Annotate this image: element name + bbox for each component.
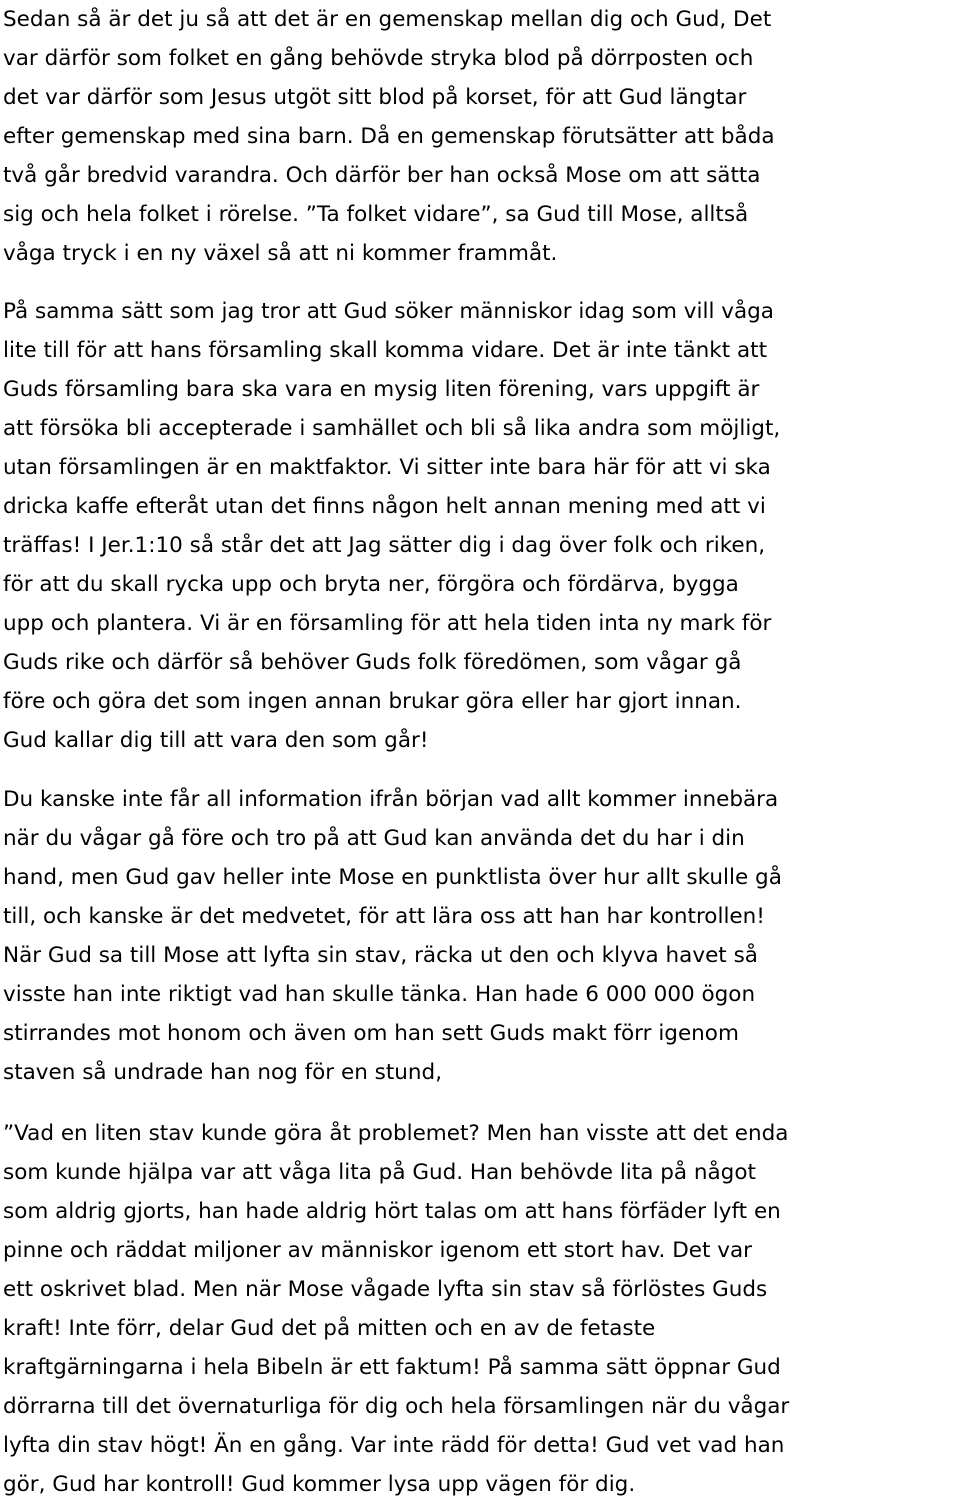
text-line: som aldrig gjorts, han hade aldrig hört talas om att hans förfäder lyft en xyxy=(3,1199,781,1224)
paragraph xyxy=(3,780,782,1092)
text-line: ”Vad en liten stav kunde göra åt problemet? Men han visste att det enda xyxy=(3,1121,789,1146)
text-line: Du kanske inte får all information ifrån början vad allt kommer innebära xyxy=(3,787,779,812)
text-line: lite till för att hans församling skall komma vidare. Det är inte tänkt att xyxy=(3,338,768,363)
text-line: Guds församling bara ska vara en mysig liten förening, vars uppgift är xyxy=(3,377,760,402)
text-line: hand, men Gud gav heller inte Mose en punktlista över hur allt skulle gå xyxy=(3,865,782,890)
text-line: gör, Gud har kontroll! Gud kommer lysa upp vägen för dig. xyxy=(3,1472,636,1497)
text-line: kraft! Inte förr, delar Gud det på mitten och en av de fetaste xyxy=(3,1316,656,1341)
text-line: sig och hela folket i rörelse. ”Ta folket vidare”, sa Gud till Mose, alltså xyxy=(3,202,749,227)
text-line: upp och plantera. Vi är en församling för att hela tiden inta ny mark för xyxy=(3,611,772,636)
text-line: två går bredvid varandra. Och därför ber han också Mose om att sätta xyxy=(3,163,761,188)
text-line: som kunde hjälpa var att våga lita på Gud. Han behövde lita på något xyxy=(3,1160,756,1185)
text-line: dörrarna till det övernaturliga för dig och hela församlingen när du vågar xyxy=(3,1394,790,1419)
text-line: kraftgärningarna i hela Bibeln är ett faktum! På samma sätt öppnar Gud xyxy=(3,1355,781,1380)
text-line: att försöka bli accepterade i samhället och bli så lika andra som möjligt, xyxy=(3,416,781,441)
text-line: När Gud sa till Mose att lyfta sin stav, räcka ut den och klyva havet så xyxy=(3,943,758,968)
text-line: när du vågar gå före och tro på att Gud kan använda det du har i din xyxy=(3,826,745,851)
paragraph xyxy=(3,0,775,273)
text-line: lyfta din stav högt! Än en gång. Var inte rädd för detta! Gud vet vad han xyxy=(3,1433,785,1458)
text-line: för att du skall rycka upp och bryta ner, förgöra och fördärva, bygga xyxy=(3,572,739,597)
paragraph xyxy=(3,292,780,760)
text-line: det var därför som Jesus utgöt sitt blod på korset, för att Gud längtar xyxy=(3,85,747,110)
text-line: träffas! I Jer.1:10 så står det att Jag sätter dig i dag över folk och riken, xyxy=(3,533,766,558)
text-line: staven så undrade han nog för en stund, xyxy=(3,1060,443,1085)
text-line: På samma sätt som jag tror att Gud söker människor idag som vill våga xyxy=(3,299,774,324)
text-line: våga tryck i en ny växel så att ni kommer frammåt. xyxy=(3,241,558,266)
text-line: visste han inte riktigt vad han skulle tänka. Han hade 6 000 000 ögon xyxy=(3,982,756,1007)
text-line: till, och kanske är det medvetet, för att lära oss att han har kontrollen! xyxy=(3,904,765,929)
text-line: dricka kaffe efteråt utan det finns någon helt annan mening med att vi xyxy=(3,494,766,519)
text-line: Gud kallar dig till att vara den som går! xyxy=(3,728,429,753)
text-line: pinne och räddat miljoner av människor igenom ett stort hav. Det var xyxy=(3,1238,752,1263)
paragraph xyxy=(3,1114,789,1504)
text-line: utan församlingen är en maktfaktor. Vi sitter inte bara här för att vi ska xyxy=(3,455,771,480)
text-line: före och göra det som ingen annan brukar göra eller har gjort innan. xyxy=(3,689,742,714)
text-line: Sedan så är det ju så att det är en gemenskap mellan dig och Gud, Det xyxy=(3,7,772,32)
text-line: var därför som folket en gång behövde stryka blod på dörrposten och xyxy=(3,46,754,71)
text-line: Guds rike och därför så behöver Guds folk föredömen, som vågar gå xyxy=(3,650,742,675)
text-line: stirrandes mot honom och även om han sett Guds makt förr igenom xyxy=(3,1021,739,1046)
text-line: ett oskrivet blad. Men när Mose vågade lyfta sin stav så förlöstes Guds xyxy=(3,1277,768,1302)
text-line: efter gemenskap med sina barn. Då en gemenskap förutsätter att båda xyxy=(3,124,775,149)
